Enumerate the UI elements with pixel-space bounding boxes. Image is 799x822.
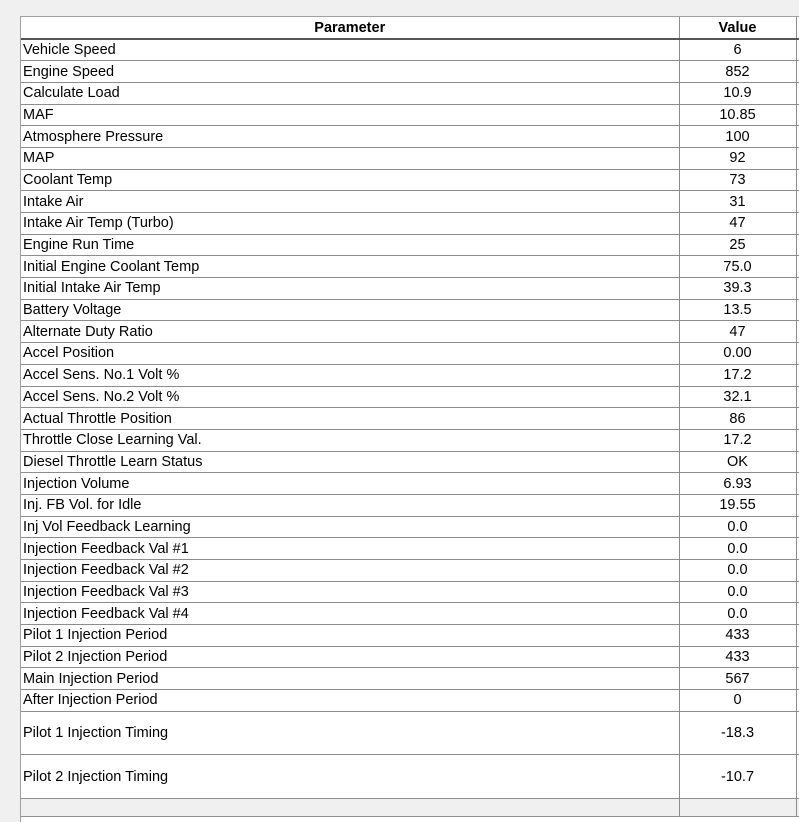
parameter-cell: Diesel Throttle Learn Status	[21, 451, 679, 473]
parameter-cell: Accel Sens. No.1 Volt %	[21, 364, 679, 386]
table-row[interactable]	[21, 429, 799, 451]
value-cell: 75.0	[679, 256, 796, 278]
table-row[interactable]	[21, 560, 799, 582]
value-cell: 17.2	[679, 429, 796, 451]
parameter-cell: Injection Feedback Val #3	[21, 581, 679, 603]
table-row[interactable]	[21, 690, 799, 712]
parameter-cell: After Injection Period	[21, 690, 679, 712]
parameter-cell: Initial Engine Coolant Temp	[21, 256, 679, 278]
value-cell: 0.0	[679, 516, 796, 538]
value-cell: 13.5	[679, 299, 796, 321]
table-row[interactable]	[21, 711, 799, 755]
table-row[interactable]	[21, 213, 799, 235]
parameter-cell: Injection Feedback Val #1	[21, 538, 679, 560]
column-header-parameter[interactable]: Parameter	[21, 17, 679, 39]
table-row[interactable]	[21, 755, 799, 799]
value-cell: -10.7	[679, 755, 796, 799]
parameter-cell: Accel Position	[21, 343, 679, 365]
table-row[interactable]	[21, 603, 799, 625]
table-row[interactable]	[21, 494, 799, 516]
parameter-cell: Throttle Close Learning Val.	[21, 429, 679, 451]
value-cell: 6.93	[679, 473, 796, 495]
value-cell: 31	[679, 191, 796, 213]
parameter-cell: Battery Voltage	[21, 299, 679, 321]
column-header-value[interactable]: Value	[679, 17, 796, 39]
parameter-cell: Atmosphere Pressure	[21, 126, 679, 148]
table-row[interactable]	[21, 104, 799, 126]
table-body	[21, 39, 799, 816]
table-row[interactable]	[21, 299, 799, 321]
table-row[interactable]	[21, 386, 799, 408]
parameter-cell: Vehicle Speed	[21, 39, 679, 61]
parameter-cell: Accel Sens. No.2 Volt %	[21, 386, 679, 408]
table-row[interactable]	[21, 39, 799, 61]
table-row[interactable]	[21, 364, 799, 386]
table-row[interactable]	[21, 278, 799, 300]
empty-cell	[21, 798, 679, 816]
table-row[interactable]	[21, 473, 799, 495]
parameter-cell: Inj Vol Feedback Learning	[21, 516, 679, 538]
table-row[interactable]	[21, 408, 799, 430]
parameter-cell: Pilot 2 Injection Period	[21, 646, 679, 668]
parameter-cell: Actual Throttle Position	[21, 408, 679, 430]
value-cell: 25	[679, 234, 796, 256]
value-cell: 0	[679, 690, 796, 712]
parameter-cell: Injection Feedback Val #4	[21, 603, 679, 625]
empty-row	[21, 798, 799, 816]
value-cell: 0.0	[679, 560, 796, 582]
parameter-cell: Intake Air Temp (Turbo)	[21, 213, 679, 235]
parameter-cell: MAP	[21, 147, 679, 169]
table-row[interactable]	[21, 668, 799, 690]
parameter-cell: Coolant Temp	[21, 169, 679, 191]
table-row[interactable]	[21, 256, 799, 278]
value-cell: 433	[679, 646, 796, 668]
value-cell: 100	[679, 126, 796, 148]
value-cell: OK	[679, 451, 796, 473]
value-cell: 567	[679, 668, 796, 690]
table-row[interactable]	[21, 126, 799, 148]
value-cell: 92	[679, 147, 796, 169]
value-cell: 86	[679, 408, 796, 430]
table-row[interactable]	[21, 82, 799, 104]
value-cell: 32.1	[679, 386, 796, 408]
table-row[interactable]	[21, 169, 799, 191]
parameter-table	[21, 17, 799, 817]
value-cell: 47	[679, 213, 796, 235]
parameter-cell: Engine Speed	[21, 61, 679, 83]
parameter-cell: Pilot 1 Injection Timing	[21, 711, 679, 755]
parameter-cell: Pilot 2 Injection Timing	[21, 755, 679, 799]
value-cell: 0.0	[679, 538, 796, 560]
header-row	[21, 17, 799, 39]
table-row[interactable]	[21, 61, 799, 83]
parameter-cell: Main Injection Period	[21, 668, 679, 690]
parameter-cell: Injection Feedback Val #2	[21, 560, 679, 582]
value-cell: -18.3	[679, 711, 796, 755]
data-grid[interactable]	[20, 16, 799, 822]
table-row[interactable]	[21, 451, 799, 473]
parameter-cell: Alternate Duty Ratio	[21, 321, 679, 343]
table-row[interactable]	[21, 516, 799, 538]
value-cell: 0.00	[679, 343, 796, 365]
table-row[interactable]	[21, 234, 799, 256]
table-row[interactable]	[21, 646, 799, 668]
table-row[interactable]	[21, 625, 799, 647]
value-cell: 39.3	[679, 278, 796, 300]
parameter-cell: MAF	[21, 104, 679, 126]
value-cell: 47	[679, 321, 796, 343]
value-cell: 852	[679, 61, 796, 83]
table-row[interactable]	[21, 321, 799, 343]
value-cell: 10.85	[679, 104, 796, 126]
table-row[interactable]	[21, 147, 799, 169]
value-cell: 10.9	[679, 82, 796, 104]
table-row[interactable]	[21, 343, 799, 365]
table-row[interactable]	[21, 581, 799, 603]
value-cell: 0.0	[679, 603, 796, 625]
parameter-cell: Injection Volume	[21, 473, 679, 495]
parameter-cell: Intake Air	[21, 191, 679, 213]
value-cell: 0.0	[679, 581, 796, 603]
value-cell: 433	[679, 625, 796, 647]
value-cell: 73	[679, 169, 796, 191]
value-cell: 6	[679, 39, 796, 61]
value-cell: 17.2	[679, 364, 796, 386]
parameter-cell: Calculate Load	[21, 82, 679, 104]
table-row[interactable]	[21, 538, 799, 560]
empty-cell	[679, 798, 796, 816]
parameter-cell: Inj. FB Vol. for Idle	[21, 494, 679, 516]
value-cell: 19.55	[679, 494, 796, 516]
parameter-cell: Engine Run Time	[21, 234, 679, 256]
parameter-cell: Pilot 1 Injection Period	[21, 625, 679, 647]
table-row[interactable]	[21, 191, 799, 213]
parameter-cell: Initial Intake Air Temp	[21, 278, 679, 300]
